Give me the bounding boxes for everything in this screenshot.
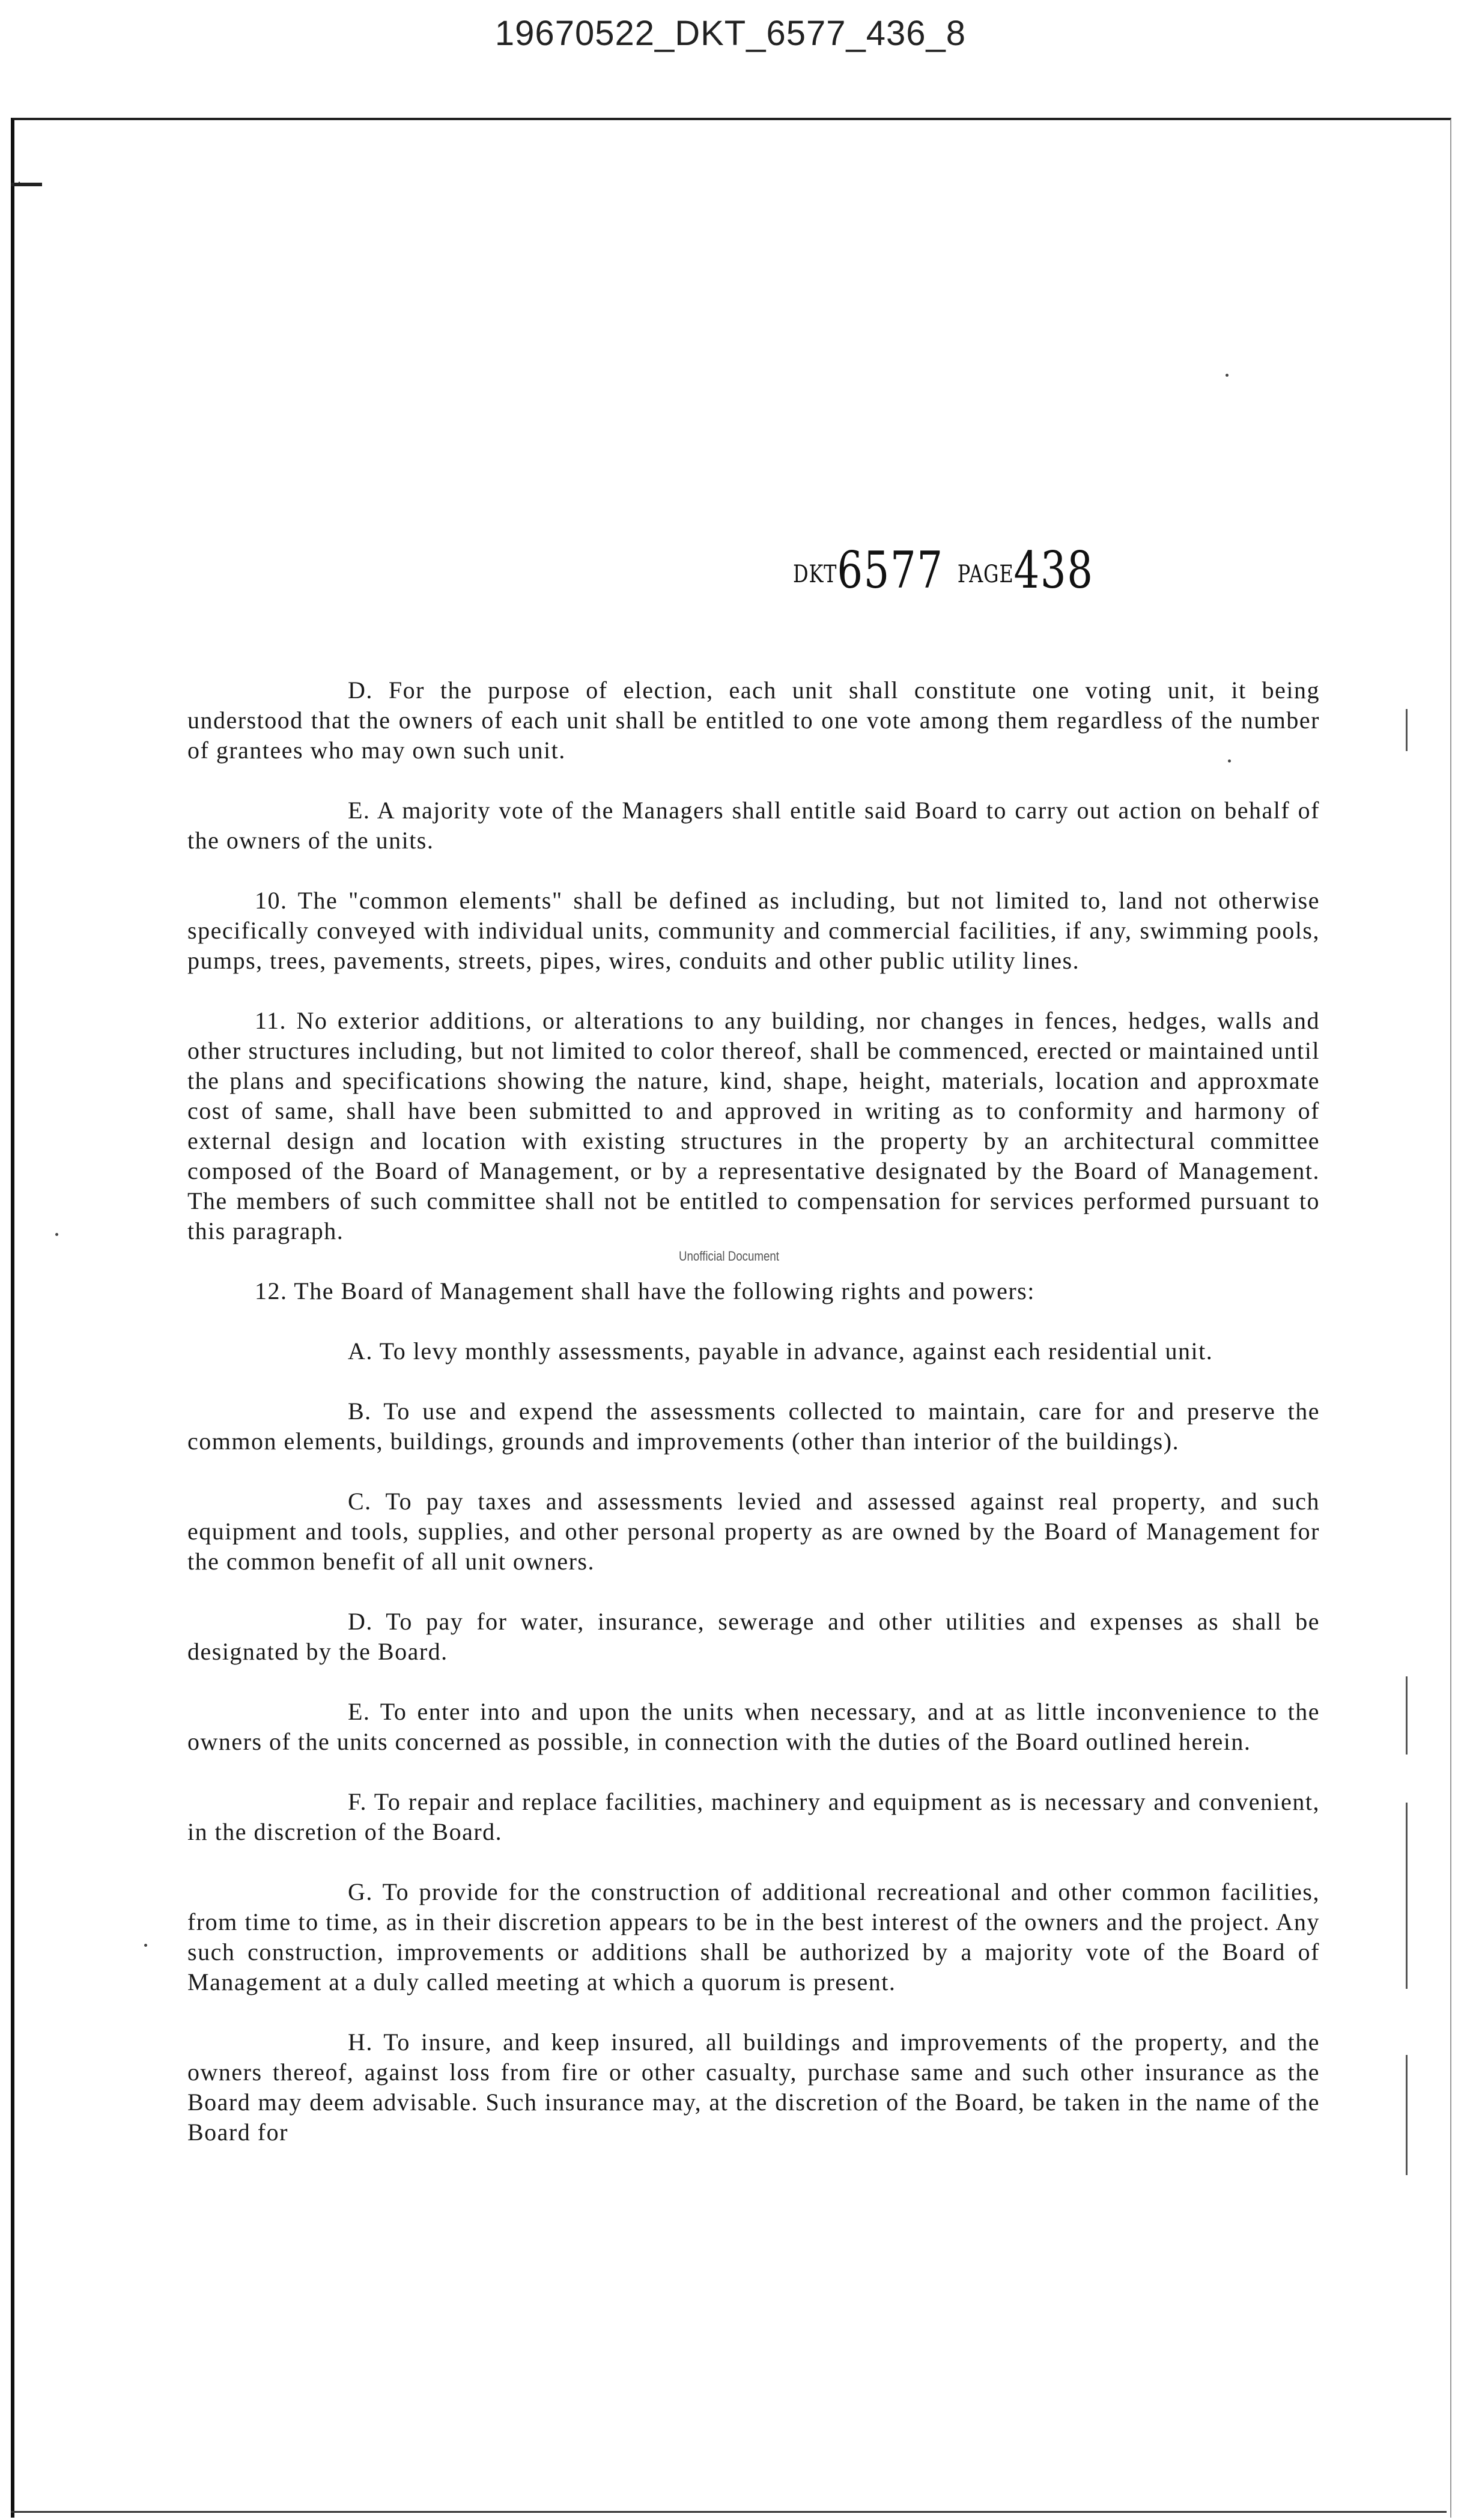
- paragraph-12g: G. To provide for the construction of additional recreational and other common facilities, from time to time, as in their discretion appears to be in the best interest of the owners and the project. Any such construction, improvements or additions shall be authorized by a majority vote of the Board of Management at a duly called meeting at which a quorum is present.: [187, 1878, 1320, 1995]
- paragraph-12h: H. To insure, and keep insured, all buildings and improvements of the property, and the owners thereof, against loss from fire or other casualty, purchase same and such other insurance as the Board may deem advisable. Such insurance may, at the discretion of the Board, be taken in the name of the Board for: [187, 2028, 1320, 2146]
- unofficial-watermark: Unofficial Document: [679, 1249, 779, 1264]
- paragraph-12a: A. To levy monthly assessments, payable in advance, against each residential unit.: [348, 1338, 1213, 1365]
- margin-tick: [1406, 1676, 1408, 1755]
- page-number: 438: [1013, 541, 1094, 600]
- left-margin-arrow-icon: [11, 183, 42, 186]
- margin-tick: [1406, 1803, 1408, 1989]
- margin-tick: [1406, 709, 1408, 751]
- dkt-prefix: DKT: [793, 561, 837, 588]
- docket-stamp: [793, 541, 1094, 600]
- paragraph-12f: F. To repair and replace facilities, machinery and equipment as is necessary and convenient, in the discretion of the Board.: [187, 1788, 1320, 1845]
- paragraph-10: 10. The "common elements" shall be defined as including, but not limited to, land not otherwise specifically conveyed with individual units, community and commercial facilities, if any, swimming pools, pumps, trees, pavements, streets, pipes, wires, conduits and other public utility lines.: [187, 887, 1320, 974]
- paragraph-11: 11. No exterior additions, or alterations to any building, nor changes in fences, hedges, walls and other structures including, but not limited to color thereof, shall be commenced, erected or maintained until the plans and specifications showing the nature, kind, shape, height, materials, location and approxmate cost of same, shall have been submitted to and approved in writing as to conformity and harmony of external design and location with existing structures in the property by an architectural committee composed of the Board of Management, or by a representative designated by the Board of Management. The members of such committee shall not be entitled to compensation for services performed pursuant to this paragraph.: [187, 1007, 1320, 1244]
- speck-mark: [144, 1944, 147, 1947]
- margin-tick: [1406, 2055, 1408, 2175]
- document-body: [187, 675, 1320, 2178]
- scan-header: [0, 0, 1461, 114]
- page-bottom-edge: [11, 2511, 1447, 2513]
- paragraph-9d: D. For the purpose of election, each unit shall constitute one voting unit, it being understood that the owners of each unit shall be entitled to one vote among them regardless of the number of grantees who may own such unit.: [187, 677, 1320, 764]
- document-id: 19670522_DKT_6577_436_8: [494, 14, 967, 53]
- paragraph-12c: C. To pay taxes and assessments levied and assessed against real property, and such equipment and tools, supplies, and other personal property as are owned by the Board of Management for the common benefit of all unit owners.: [187, 1488, 1320, 1575]
- paragraph-12: 12. The Board of Management shall have the following rights and powers:: [255, 1277, 1035, 1304]
- paragraph-12b: B. To use and expend the assessments collected to maintain, care for and preserve the common elements, buildings, grounds and improvements (other than interior of the buildings).: [187, 1398, 1320, 1455]
- paragraph-9e: E. A majority vote of the Managers shall entitle said Board to carry out action on behalf of the owners of the units.: [187, 797, 1320, 854]
- paragraph-12e: E. To enter into and upon the units when necessary, and at as little inconvenience to the owners of the units concerned as possible, in connection with the duties of the Board outlined herein.: [187, 1698, 1320, 1755]
- speck-mark: [1226, 374, 1229, 377]
- page-prefix: PAGE: [957, 561, 1014, 588]
- speck-mark: [55, 1233, 58, 1236]
- dkt-number: 6577: [837, 541, 944, 600]
- paragraph-12d: D. To pay for water, insurance, sewerage and other utilities and expenses as shall be designated by the Board.: [187, 1608, 1320, 1665]
